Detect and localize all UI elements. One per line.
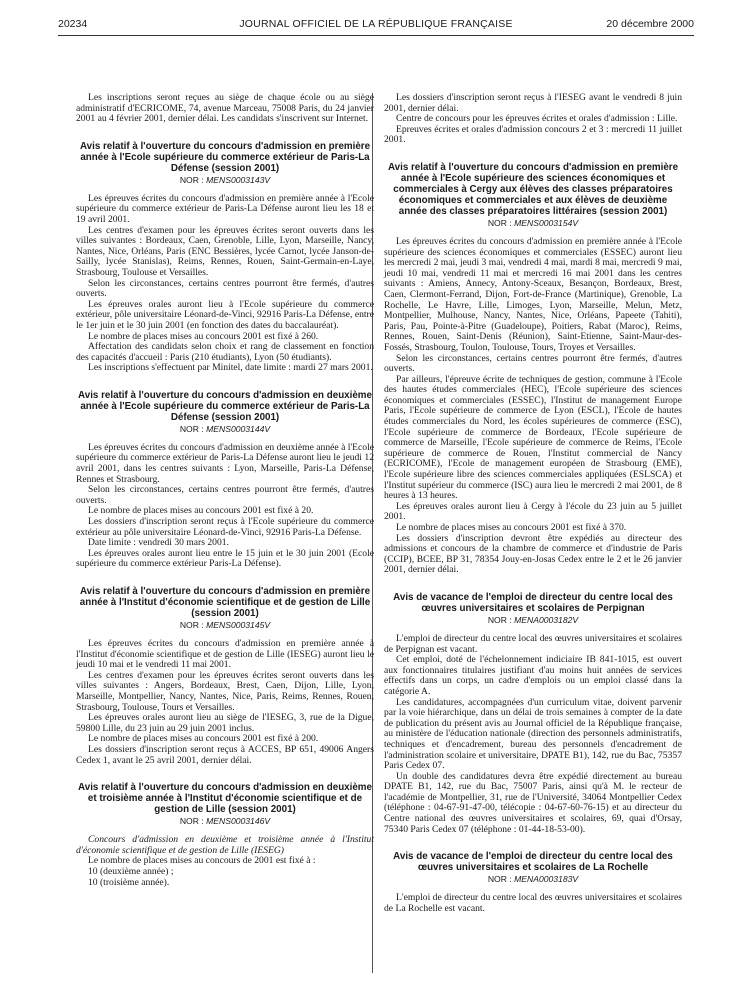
notice-title: Avis de vacance de l'emploi de directeur du centre local des œuvres universitaires et scolaires de Perpignan bbox=[393, 591, 673, 614]
notice-section bbox=[76, 141, 374, 374]
nor-label: NOR : bbox=[179, 816, 204, 827]
header-rule bbox=[58, 35, 694, 36]
notice-paragraph: Affectation des candidats selon choix et rang de classement en fonction des capacités d'accueil : Paris (210 étudiants), Lyon (50 étudiants). bbox=[76, 341, 374, 363]
notice-paragraph: Selon les circonstances, certains centres pourront être fermés, d'autres ouverts. bbox=[384, 352, 682, 375]
journal-title: JOURNAL OFFICIEL DE LA RÉPUBLIQUE FRANÇAISE bbox=[239, 18, 513, 30]
notice-title: Avis relatif à l'ouverture du concours d'admission en première année à l'Ecole supérieure du commerce extérieur de Paris-La Défense (session 2001) bbox=[79, 140, 371, 174]
notice-section bbox=[384, 592, 682, 835]
notice-paragraph: Les épreuves écrites du concours d'admission en deuxième année à l'Ecole supérieure du commerce extérieur de Paris-La Défense auront lieu le jeudi 12 avril 2001, dans les centres suivants : Lyon, Marseille, Paris-La Défense, Rennes et Strasbourg. bbox=[76, 441, 374, 485]
notice-paragraph: Le nombre de places mises au concours 2001 est fixé à 200. bbox=[88, 733, 319, 745]
nor-label: NOR : bbox=[179, 423, 204, 434]
page-number: 20234 bbox=[58, 18, 88, 30]
notice-paragraph: Les dossiers d'inscription seront reçus à ACCES, BP 651, 49006 Angers Cedex 1, avant le 25 avril 2001, dernier délai. bbox=[76, 743, 374, 766]
notice-section bbox=[76, 390, 374, 570]
notice-paragraph: Les candidatures, accompagnées d'un curriculum vitae, doivent parvenir par la voie hiérarchique, dans un délai de trois semaines à compter de la date de publication du présent avis au Journal officiel de la République française, au ministère de l'éducation nationale (direction des personnels administratifs, techniques et d'encadrement, bureau des personnels d'encadrement de l'administration scolaire et universitaire, DPATE B1), 142, rue du Bac, 75357 Paris Cedex 07. bbox=[384, 696, 682, 772]
nor-code: MENA0003183V bbox=[514, 874, 579, 885]
notice-title: Avis relatif à l'ouverture du concours d'admission en deuxième année à l'Ecole supérieure du commerce extérieur de Paris-La Défense (session 2001) bbox=[78, 389, 372, 423]
nor-reference bbox=[384, 218, 682, 228]
nor-code: MENA0003182V bbox=[514, 614, 579, 625]
notice-paragraph: Les épreuves écrites du concours d'admission en première année à l'Institut d'économie scientifique et de gestion de Lille (IESEG) auront lieu le jeudi 10 mai et le vendredi 11 mai 2001. bbox=[76, 638, 374, 671]
notice-paragraph: 10 (troisième année). bbox=[88, 876, 170, 888]
notice-paragraph: Les épreuves écrites du concours d'admission en première année à l'Ecole supérieure du commerce extérieur de Paris-La Défense auront lieu les 18 et 19 avril 2001. bbox=[76, 192, 374, 225]
intro-paragraph: Les inscriptions seront reçues au siège de chaque école ou au siège administratif d'ECRICOME, 74, avenue Marceau, 75008 Paris, du 24 janvier 2001 au 4 février 2001, dernier délai. Les candidats s'inscrivent sur Internet. bbox=[76, 92, 374, 125]
notice-paragraph: Les épreuves orales auront lieu à Cergy à l'école du 23 juin au 5 juillet 2001. bbox=[384, 500, 682, 523]
notice-paragraph: Les épreuves orales auront lieu entre le 15 juin et le 30 juin 2001 (Ecole supérieure du commerce extérieur Paris-La Défense). bbox=[76, 547, 374, 570]
notice-title: Avis relatif à l'ouverture du concours d'admission en première année à l'Institut d'économie scientifique et de gestion de Lille (session 2001) bbox=[79, 586, 371, 619]
italic-lead: Concours d'admission en deuxième et troisième année à l'Institut d'économie scientifique et de gestion de Lille (IESEG) bbox=[76, 834, 374, 856]
nor-label: NOR : bbox=[179, 620, 204, 630]
publication-date: 20 décembre 2000 bbox=[606, 18, 694, 30]
nor-code: MENS0003143V bbox=[206, 174, 271, 185]
notice-paragraph: Le nombre de places mises au concours 2001 est fixé à 260. bbox=[88, 330, 319, 342]
nor-label: NOR : bbox=[487, 874, 512, 885]
notice-paragraph: Les centres d'examen pour les épreuves écrites seront ouverts dans les villes suivantes : Bordeaux, Caen, Grenoble, Lille, Lyon, Marseille, Nancy, Nantes, Nice, Orléans, Paris (ENC Bessières, lycée Carnot, lycée Janson-de-Sailly, lycée Stanislas), Reims, Rennes, Rouen, Saint-Germain-en-Laye, Strasbourg, Toulouse et Versailles. bbox=[76, 224, 374, 278]
intro-paragraph: Les dossiers d'inscription seront reçus à l'IESEG avant le vendredi 8 juin 2001, dernier délai. bbox=[384, 92, 682, 114]
notice-paragraph: Un double des candidatures devra être expédié directement au bureau DPATE B1, 142, rue du Bac, 75007 Paris, ainsi qu'à M. le recteur de l'académie de Montpellier, 31, rue de l'Université, 34064 Montpellier Cedex (téléphone : 04-67-91-47-00, télécopie : 04-67-60-76-15) et au directeur du Centre national des œuvres universitaires et scolaires, 69, quai d'Orsay, 75340 Paris Cedex 07 (téléphone : 01-44-18-53-00). bbox=[384, 770, 682, 835]
nor-code: MENS0003146V bbox=[206, 816, 271, 827]
notice-paragraph: Les inscriptions s'effectuent par Minitel, date limite : mardi 27 mars 2001. bbox=[88, 362, 373, 374]
left-column bbox=[76, 93, 374, 888]
nor-reference bbox=[384, 615, 682, 625]
nor-code: MENS0003144V bbox=[206, 423, 271, 434]
nor-label: NOR : bbox=[487, 614, 512, 625]
notice-paragraph: Le nombre de places mises au concours 2001 est fixé à 20. bbox=[88, 505, 314, 517]
intro-paragraph: Epreuves écrites et orales d'admission concours 2 et 3 : mercredi 11 juillet 2001. bbox=[384, 123, 682, 146]
nor-reference bbox=[384, 874, 682, 884]
nor-reference bbox=[76, 424, 374, 434]
notice-paragraph: Par ailleurs, l'épreuve écrite de techniques de gestion, commune à l'Ecole des hautes études commerciales (HEC), l'Ecole supérieure des sciences économiques et commerciales (ESSEC), l'Institut de management Europe Paris, l'Ecole supérieure de commerce de Lyon (ESCL), l'Ecole de hautes études commerciales du Nord, les écoles supérieures de commerce (ESC), l'Ecole supérieure de commerce de Bordeaux, l'Ecole supérieure de commerce de Marseille, l'Ecole supérieure de commerce de Reims, l'Ecole supérieure de commerce de Rouen, l'Institut commercial de Nancy (ECRICOME), l'Ecole de management européen de Strasbourg (EME), l'Ecole supérieure libre des sciences commerciales appliquées (ESLSCA) et l'Institut supérieur du commerce (ISC) aura lieu le mercredi 2 mai 2001, de 8 heures à 13 heures. bbox=[384, 373, 682, 502]
nor-reference bbox=[76, 175, 374, 185]
nor-reference bbox=[76, 816, 374, 826]
notice-paragraph: Les dossiers d'inscription devront être expédiés au directeur des admissions et concours de la chambre de commerce et d'industrie de Paris (CCIP), BCEE, BP 31, 78354 Jouy-en-Josas Cedex entre le 2 et le 26 janvier 2001, dernier délai. bbox=[384, 532, 682, 576]
notice-paragraph: Les épreuves orales auront lieu au siège de l'IESEG, 3, rue de la Digue, 59800 Lille, du 23 juin au 29 juin 2001 inclus. bbox=[76, 712, 374, 734]
notice-section bbox=[384, 162, 682, 576]
notice-section bbox=[76, 782, 374, 888]
nor-label: NOR : bbox=[179, 174, 204, 185]
notice-paragraph: Le nombre de places mises au concours de 2001 est fixé à : bbox=[88, 855, 316, 867]
notice-title: Avis relatif à l'ouverture du concours d'admission en première année à l'Ecole supérieure des sciences économiques et commerciales à Cergy aux élèves des classes préparatoires économiques et commerciales et aux élèves de deuxième année des classes préparatoires littéraires (session 2001) bbox=[387, 161, 679, 217]
notice-paragraph: Selon les circonstances, certains centres pourront être fermés, d'autres ouverts. bbox=[76, 277, 374, 300]
page-header bbox=[58, 16, 694, 32]
notice-paragraph: L'emploi de directeur du centre local des œuvres universitaires et scolaires de La Rochelle est vacant. bbox=[384, 892, 682, 914]
notice-title: Avis de vacance de l'emploi de directeur du centre local des œuvres universitaires et scolaires de La Rochelle bbox=[393, 851, 673, 874]
notice-paragraph: L'emploi de directeur du centre local des œuvres universitaires et scolaires de Perpignan est vacant. bbox=[384, 632, 682, 655]
notice-paragraph: Cet emploi, doté de l'échelonnement indiciaire IB 841-1015, est ouvert aux fonctionnaires titulaires justifiant d'au moins huit années de services effectifs dans un corps, un cadre d'emplois ou un emploi classé dans la catégorie A. bbox=[384, 654, 682, 697]
notice-section bbox=[76, 586, 374, 766]
notice-paragraph: Le nombre de places mises au concours 2001 est fixé à 370. bbox=[396, 522, 627, 533]
notice-section bbox=[384, 851, 682, 914]
notice-paragraph: Les centres d'examen pour les épreuves écrites seront ouverts dans les villes suivantes : Angers, Bordeaux, Brest, Caen, Dijon, Lille, Lyon, Marseille, Montpellier, Nancy, Nantes, Nice, Paris, Reims, Rennes, Rouen, Strasbourg, Toulouse, Tours et Versailles. bbox=[76, 669, 374, 713]
nor-reference bbox=[76, 620, 374, 630]
nor-label: NOR : bbox=[487, 217, 512, 228]
notice-paragraph: Les dossiers d'inscription seront reçus à l'Ecole supérieure du commerce extérieur au pôle universitaire Léonard-de-Vinci, 92916 Paris-La Défense. bbox=[76, 516, 374, 538]
nor-code: MENS0003154V bbox=[514, 217, 579, 228]
notice-paragraph: Les épreuves écrites du concours d'admission en première année à l'Ecole supérieure des sciences économiques et commerciales (ESSEC) auront lieu les mercredi 2 mai, jeudi 3 mai, vendredi 4 mai, mardi 8 mai, mercredi 9 mai, jeudi 10 mai, vendredi 11 mai et mercredi 16 mai 2001 dans les centres suivants : Amiens, Annecy, Antony-Sceaux, Besançon, Bordeaux, Brest, Caen, Clermont-Ferrand, Dijon, Fort-de-France (Martinique), Grenoble, La Rochelle, Le Havre, Lille, Limoges, Lyon, Marseille, Melun, Metz, Montpellier, Mulhouse, Nancy, Nantes, Nice, Orléans, Papeete (Tahiti), Paris, Pau, Pointe-à-Pitre (Guadeloupe), Poitiers, Rabat (Maroc), Reims, Rennes, Rouen, Saint-Denis (Réunion), Saint-Etienne, Saint-Maur-des-Fossés, Strasbourg, Toulon, Toulouse, Tours, Troyes et Versailles. bbox=[384, 235, 682, 353]
notice-paragraph: Selon les circonstances, certains centres pourront être fermés, d'autres ouverts. bbox=[76, 484, 374, 506]
notice-paragraph: 10 (deuxième année) ; bbox=[88, 865, 174, 877]
nor-code: MENS0003145V bbox=[206, 620, 271, 630]
notice-paragraph: Date limite : vendredi 30 mars 2001. bbox=[88, 537, 229, 549]
right-column bbox=[384, 93, 682, 914]
intro-paragraph: Centre de concours pour les épreuves écrites et orales d'admission : Lille. bbox=[396, 113, 678, 125]
notice-paragraph: Les épreuves orales auront lieu à l'Ecole supérieure du commerce extérieur, pôle universitaire Léonard-de-Vinci, 92916 Paris-La Défense, entre le 1er juin et le 30 juin 2001 (en fonction des dates du baccalauréat). bbox=[76, 298, 374, 331]
notice-title: Avis relatif à l'ouverture du concours d'admission en deuxième et troisième année à l'Institut d'économie scientifique et de gestion de Lille (session 2001) bbox=[78, 782, 372, 816]
